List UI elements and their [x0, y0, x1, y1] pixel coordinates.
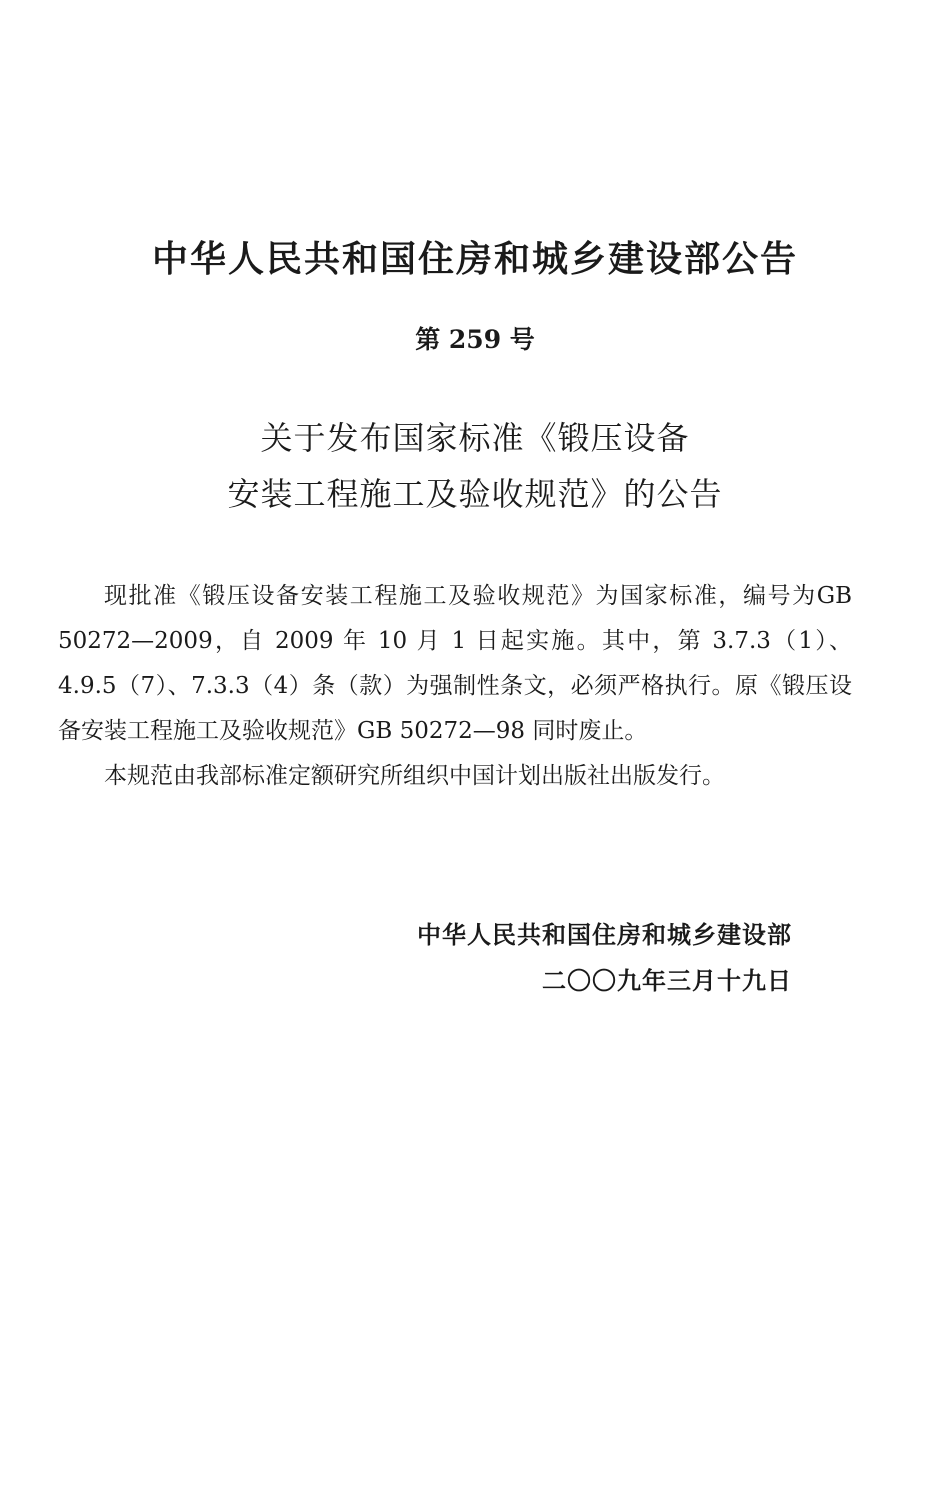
- signature-organization: 中华人民共和国住房和城乡建设部: [417, 921, 792, 949]
- announcement-body: [58, 574, 852, 799]
- body-paragraph-1: 现批准《锻压设备安装工程施工及验收规范》为国家标准，编号为GB 50272—2009，自 2009 年 10 月 1 日起实施。其中，第 3.7.3（1）、4.9.5（7）、7.3.3（4）条（款）为强制性条文，必须严格执行。原《锻压设备安装工程施工及验收规范》GB 50272—98 同时废止。: [58, 583, 852, 744]
- subject-line-2: 安装工程施工及验收规范》的公告: [227, 475, 723, 513]
- signature-block: [417, 912, 792, 1004]
- announcement-number: 第 259 号: [415, 325, 535, 354]
- issuer-title: 中华人民共和国住房和城乡建设部公告: [151, 239, 798, 280]
- subject-line-1: 关于发布国家标准《锻压设备: [260, 419, 690, 457]
- body-paragraph-2: 本规范由我部标准定额研究所组织中国计划出版社出版发行。: [104, 763, 725, 789]
- signature-date: 二〇〇九年三月十九日: [542, 967, 792, 995]
- announcement-subject: [60, 410, 890, 522]
